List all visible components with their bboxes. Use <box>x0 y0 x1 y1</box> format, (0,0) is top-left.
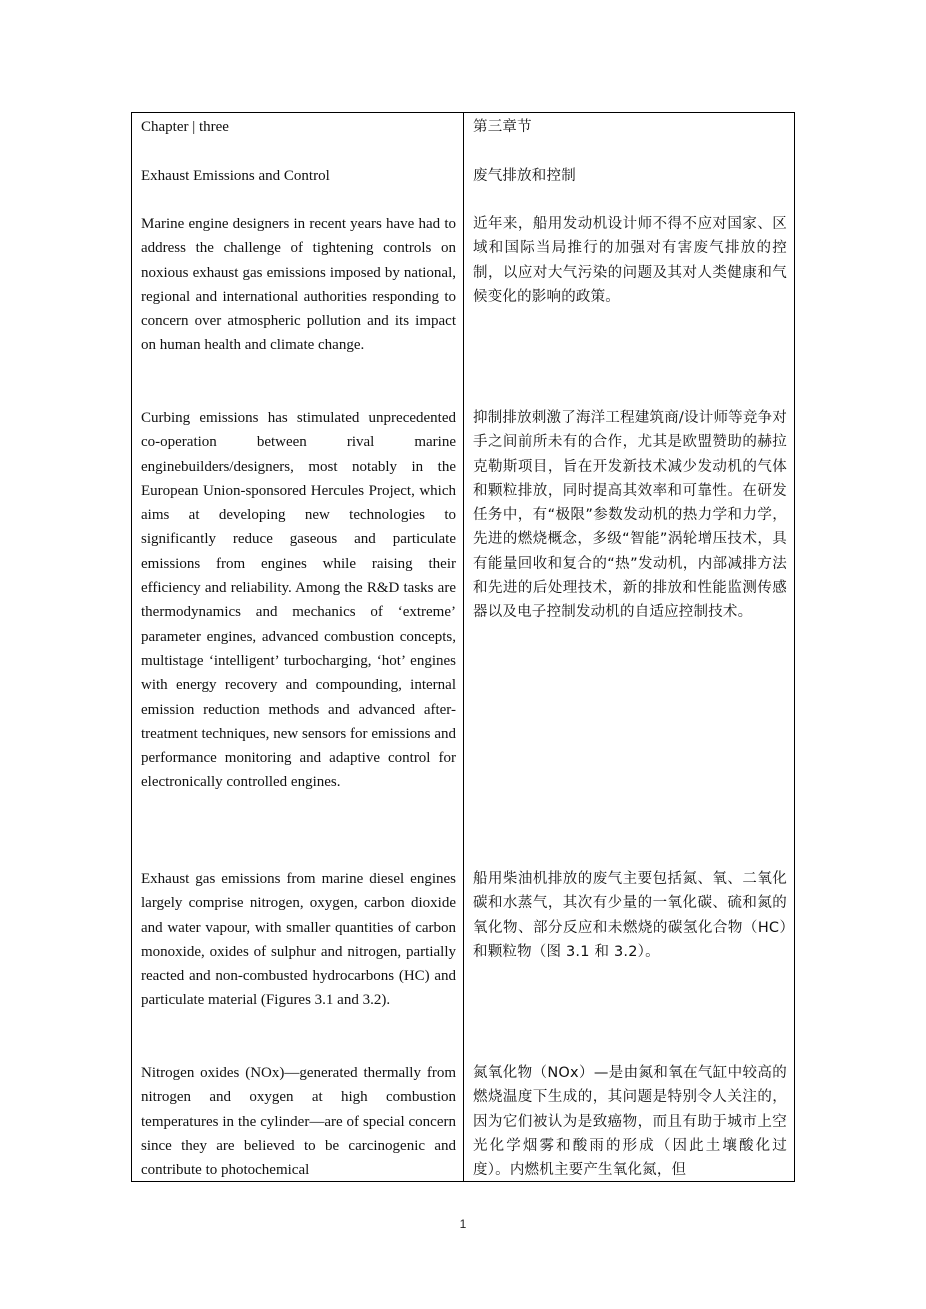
english-paragraph-3: Exhaust gas emissions from marine diesel engines largely comprise nitrogen, oxygen, carbon dioxide and water vapour, with smaller quantities of carbon monoxide, oxides of sulphur and nitrogen, partially reacted and non-combusted hydrocarbons (HC) and particulate material (Figures 3.1 and 3.2). <box>141 871 456 1009</box>
page-number: 1 <box>459 1217 467 1231</box>
english-chapter-label: Chapter | three <box>141 119 229 135</box>
english-section-heading: Exhaust Emissions and Control <box>141 168 330 184</box>
column-divider <box>463 113 464 1181</box>
english-paragraph-4: Nitrogen oxides (NOx)—generated thermally from nitrogen and oxygen at high combustion temperatures in the cylinder—are of special concern since they are believed to be carcinogenic and contribute to photochemical <box>141 1065 456 1179</box>
english-paragraph-1: Marine engine designers in recent years have had to address the challenge of tightening controls on noxious exhaust gas emissions imposed by national, regional and international authorities responding to concern over atmospheric pollution and its impact on human health and climate change. <box>141 216 456 354</box>
chinese-chapter-label: 第三章节 <box>473 119 532 135</box>
chinese-paragraph-1: 近年来，船用发动机设计师不得不应对国家、区域和国际当局推行的加强对有害废气排放的控制，以应对大气污染的问题及其对人类健康和气候变化的影响的政策。 <box>473 216 787 305</box>
translation-table <box>131 112 795 1182</box>
chinese-paragraph-2: 抑制排放刺激了海洋工程建筑商/设计师等竞争对手之间前所未有的合作，尤其是欧盟赞助的赫拉克勒斯项目，旨在开发新技术减少发动机的气体和颗粒排放，同时提高其效率和可靠性。在研发任务中，有“极限”参数发动机的热力学和力学，先进的燃烧概念，多级“智能”涡轮增压技术，具有能量回收和复合的“热”发动机，内部减排方法和先进的后处理技术，新的排放和性能监测传感器以及电子控制发动机的自适应控制技术。 <box>473 410 787 621</box>
english-paragraph-2: Curbing emissions has stimulated unprecedented co-operation between rival marine enginebuilders/designers, most notably in the European Union-sponsored Hercules Project, which aims at developing new technologies to significantly reduce gaseous and particulate emissions from engines while raising their efficiency and reliability. Among the R&D tasks are thermodynamics and mechanics of ‘extreme’ parameter engines, advanced combustion concepts, multistage ‘intelligent’ turbocharging, ‘hot’ engines with energy recovery and compounding, internal emission reduction methods and advanced after-treatment techniques, new sensors for emissions and performance monitoring and adaptive control for electronically controlled engines. <box>141 410 456 791</box>
chinese-paragraph-3: 船用柴油机排放的废气主要包括氮、氧、二氧化碳和水蒸气，其次有少量的一氧化碳、硫和氮的氧化物、部分反应和未燃烧的碳氢化合物（HC）和颗粒物（图 3.1 和 3.2）。 <box>473 871 787 960</box>
chinese-paragraph-4: 氮氧化物（NOx）—是由氮和氧在气缸中较高的燃烧温度下生成的，其问题是特别令人关注的，因为它们被认为是致癌物，而且有助于城市上空光化学烟雾和酸雨的形成（因此土壤酸化过度）。内燃机主要产生氧化氮，但 <box>473 1065 787 1179</box>
chinese-section-heading: 废气排放和控制 <box>473 168 576 184</box>
